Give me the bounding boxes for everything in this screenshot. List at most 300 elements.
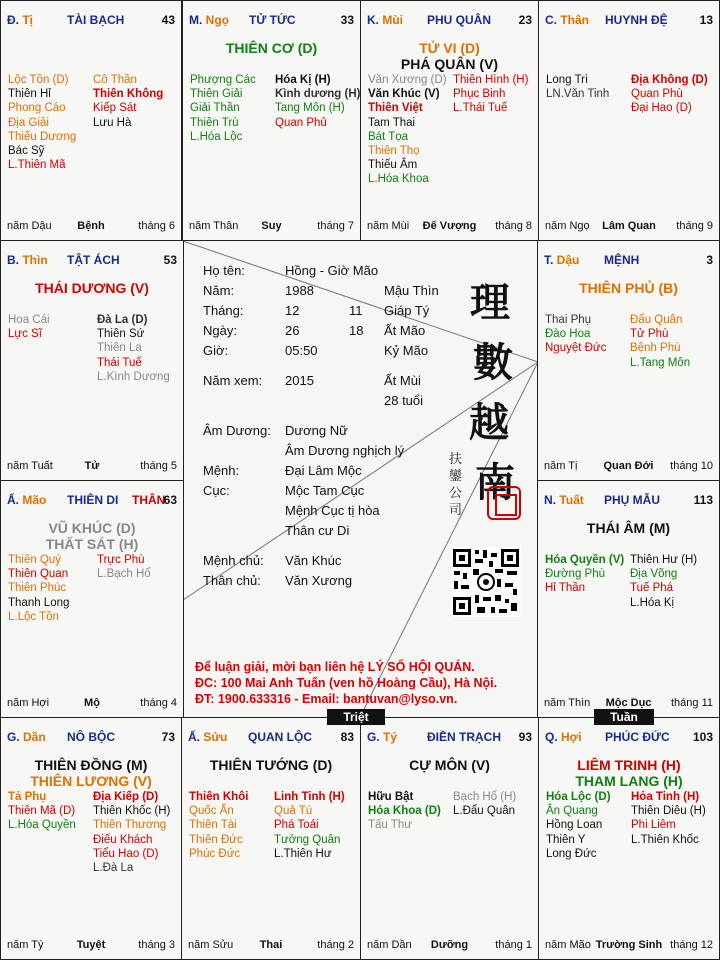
branch-name: Sửu <box>203 730 228 744</box>
minor-star: Thiếu Âm <box>368 159 418 172</box>
info-value: 2015 <box>285 373 314 388</box>
palace-hoi[interactable] <box>538 717 720 960</box>
minor-star: Thiên Khốc (H) <box>93 805 171 818</box>
branch-stem: T. <box>544 253 557 267</box>
palace-decade-number: 63 <box>163 493 177 507</box>
major-star: THIÊN ĐỒNG (M) <box>34 757 148 773</box>
minor-stars-right <box>630 313 690 370</box>
palace-life-stage: Tuyệt <box>76 939 106 951</box>
palace-footer <box>7 460 177 474</box>
palace-life-stage: Thai <box>259 939 283 951</box>
contact-info <box>195 659 540 707</box>
palace-house-name: THIÊN DI <box>67 493 119 507</box>
minor-star: Đại Hao (D) <box>631 102 692 115</box>
minor-star: Thiên Không <box>93 88 164 101</box>
minor-star: Ân Quang <box>546 805 598 818</box>
branch-name: Thìn <box>22 253 48 267</box>
minor-star: L.Hóa Quyền <box>8 819 76 832</box>
major-star: VŨ KHÚC (D) <box>48 520 136 536</box>
minor-star: Quan Phù <box>631 88 683 101</box>
palace-branch <box>545 13 589 27</box>
minor-stars-left <box>545 553 624 596</box>
palace-month: tháng 4 <box>140 697 177 709</box>
palace-year: năm Tị <box>544 460 578 472</box>
palace-month: tháng 9 <box>676 220 713 232</box>
palace-header <box>367 13 532 29</box>
minor-star: Nguyệt Đức <box>545 342 607 355</box>
phone-email-line[interactable]: ĐT: 1900.633316 - Email: bantuvan@lyso.vn. <box>195 692 458 706</box>
minor-star: Lực Sĩ <box>8 328 42 341</box>
minor-star: L.Thiên Mã <box>8 159 66 172</box>
minor-star: Long Trì <box>546 74 589 86</box>
palace-decade-number: 83 <box>340 730 354 744</box>
palace-decade-number: 103 <box>692 730 713 744</box>
palace-life-stage: Mộ <box>84 697 100 709</box>
info-can-chi: Mậu Thìn <box>384 283 439 298</box>
palace-month: tháng 11 <box>670 697 713 709</box>
branch-name: Mão <box>22 493 47 507</box>
branch-name: Hợi <box>561 730 582 744</box>
minor-star: Kiếp Sát <box>93 102 137 115</box>
address-line: ĐC: 100 Mai Anh Tuấn (ven hồ Hoàng Cầu), Hà Nội. <box>195 676 498 690</box>
palace-year: năm Thân <box>189 220 239 232</box>
palace-header <box>367 730 532 746</box>
palace-ngo[interactable] <box>182 0 361 241</box>
minor-stars-left <box>189 790 248 861</box>
minor-star: Hỏa Tinh (H) <box>631 791 700 803</box>
minor-stars-right <box>631 73 708 116</box>
minor-star: Thiên La <box>97 342 142 355</box>
major-star: CỰ MÔN (V) <box>409 757 490 773</box>
minor-star: Bạch Hổ (H) <box>453 791 517 803</box>
palace-mui[interactable] <box>360 0 539 241</box>
info-value: Hồng - Giờ Mão <box>285 263 379 278</box>
branch-name: Thân <box>560 13 590 27</box>
palace-house-name: HUYNH ĐỆ <box>605 13 668 27</box>
palace-branch <box>367 13 403 27</box>
info-label: Ngày: <box>203 323 237 338</box>
major-star: THẤT SÁT (H) <box>45 536 139 552</box>
am-duong-note: Âm Dương nghịch lý <box>285 443 405 458</box>
info-value: 26 <box>285 323 300 338</box>
minor-star: Thiếu Dương <box>8 130 77 143</box>
minor-star: Quốc Ấn <box>189 805 234 818</box>
minor-star: Thiên Hỉ <box>8 88 51 101</box>
minor-star: L.Tang Môn <box>630 356 691 369</box>
branch-stem: Ấ. <box>188 730 204 744</box>
minor-star: Thiên Giải <box>190 88 243 101</box>
palace-house-name: TÀI BẠCH <box>67 13 125 27</box>
minor-star: Hóa Kị (H) <box>275 74 331 86</box>
palace-year: năm Tuất <box>7 460 53 472</box>
palace-year: năm Ngọ <box>545 220 590 232</box>
minor-star: Thiên Quan <box>8 568 69 581</box>
palace-footer <box>7 939 175 953</box>
minor-stars-right <box>630 553 697 610</box>
branch-stem: K. <box>367 13 383 27</box>
branch-name: Tị <box>22 13 34 27</box>
minor-stars-left <box>190 73 256 144</box>
palace-month: tháng 2 <box>317 939 354 951</box>
palace-month: tháng 5 <box>140 460 177 472</box>
info-label: Họ tên: <box>203 263 245 278</box>
palace-footer <box>367 220 532 234</box>
minor-stars-left <box>368 790 441 833</box>
minor-star: Phá Toái <box>274 819 319 832</box>
branch-name: Ngọ <box>205 13 229 27</box>
palace-month: tháng 3 <box>138 939 175 951</box>
minor-star: Bệnh Phù <box>630 342 681 355</box>
minor-star: Văn Xương (D) <box>368 74 447 86</box>
minor-star: Địa Giải <box>8 116 49 129</box>
minor-stars-right <box>97 313 170 384</box>
palace-header <box>7 730 175 746</box>
palace-life-stage: Suy <box>261 220 282 232</box>
palace-branch <box>7 13 33 27</box>
palace-house-name: TỬ TỨC <box>249 13 296 27</box>
minor-stars-right <box>97 553 151 581</box>
palace-house-name: PHỤ MẪU <box>604 493 660 507</box>
minor-stars-right <box>93 790 170 875</box>
palace-month: tháng 8 <box>495 220 532 232</box>
minor-star: Thai Phụ <box>545 314 592 326</box>
palace-branch <box>189 13 229 27</box>
branch-stem: Đ. <box>7 13 23 27</box>
minor-star: Cô Thần <box>93 74 137 86</box>
palace-year: năm Hợi <box>7 697 50 709</box>
minor-star: Thiên Mã (D) <box>8 805 76 818</box>
minor-star: L.Kình Dương <box>97 370 170 383</box>
minor-star: L.Đẩu Quân <box>453 805 516 818</box>
calligraphy-char: 南 <box>475 459 515 506</box>
palace-branch <box>188 730 227 744</box>
minor-star: Tướng Quân <box>274 833 341 846</box>
branch-stem: Ấ. <box>7 493 23 507</box>
minor-star: Đào Hoa <box>545 328 591 341</box>
palace-decade-number: 13 <box>699 13 713 27</box>
minor-star: Tử Phù <box>630 328 669 341</box>
minor-stars-left <box>8 73 76 172</box>
palace-decade-number: 43 <box>161 13 175 27</box>
branch-stem: Q. <box>545 730 562 744</box>
minor-star: Hồng Loan <box>546 819 603 832</box>
palace-mao[interactable] <box>0 480 184 718</box>
major-star: THIÊN PHỦ (B) <box>579 280 678 296</box>
minor-star: L.Hóa Lộc <box>190 130 243 143</box>
minor-star: Thiên Thương <box>93 819 167 832</box>
palace-decade-number: 113 <box>693 493 713 507</box>
palace-footer <box>545 939 713 953</box>
palace-life-stage: Tử <box>84 460 100 472</box>
palace-decade-number: 73 <box>161 730 175 744</box>
palace-month: tháng 1 <box>495 939 532 951</box>
info-label: Năm xem: <box>203 373 263 388</box>
minor-star: L.Đà La <box>93 862 134 875</box>
minor-star: Thiên Phúc <box>8 582 67 595</box>
palace-house-name: MỆNH <box>604 253 640 267</box>
palace-year: năm Thìn <box>544 697 591 709</box>
minor-star: Thiên Quý <box>8 554 62 566</box>
palace-footer <box>7 697 177 711</box>
minor-stars-left <box>546 73 609 101</box>
major-star: THÁI DƯƠNG (V) <box>35 280 149 296</box>
info-value: 1988 <box>285 283 314 298</box>
palace-branch <box>7 253 48 267</box>
minor-star: Đường Phù <box>545 568 605 581</box>
major-star: TỬ VI (D) <box>419 40 480 56</box>
tuan-marker: Tuần <box>594 709 654 725</box>
minor-star: Phúc Đức <box>189 847 241 860</box>
branch-name: Tuất <box>559 493 584 507</box>
triet-marker: Triệt <box>327 709 385 725</box>
minor-star: Bát Tọa <box>368 130 409 143</box>
than-chu-label: Thân chủ: <box>203 573 261 588</box>
palace-house-name: PHU QUÂN <box>427 13 492 27</box>
minor-star: Thiên Diêu (H) <box>631 805 706 818</box>
minor-star: Hữu Bật <box>368 791 414 803</box>
minor-stars-left <box>545 313 606 356</box>
palace-footer <box>188 939 354 953</box>
seal-char: 公 <box>449 486 463 501</box>
palace-year: năm Sửu <box>188 939 234 951</box>
minor-star: Đà La (D) <box>97 314 148 326</box>
minor-star: Hoa Cái <box>8 314 50 326</box>
minor-star: L.Lộc Tồn <box>8 610 59 623</box>
minor-star: Phượng Các <box>190 74 256 86</box>
minor-star: Địa Võng <box>630 568 678 581</box>
minor-star: Đẩu Quân <box>630 314 683 326</box>
minor-star: Tả Phụ <box>8 791 47 803</box>
minor-stars-left <box>8 790 76 833</box>
palace-year: năm Tý <box>7 939 44 951</box>
minor-star: LN.Văn Tinh <box>546 88 610 101</box>
minor-star: Văn Khúc (V) <box>368 88 440 101</box>
branch-name: Mùi <box>382 13 404 27</box>
minor-star: Tuế Phá <box>630 582 674 595</box>
info-label: Năm: <box>203 283 235 298</box>
minor-star: Tang Môn (H) <box>275 102 345 115</box>
palace-header <box>7 493 177 509</box>
major-star: THIÊN LƯƠNG (V) <box>30 773 152 789</box>
palace-life-stage: Mộc Dục <box>605 697 652 709</box>
palace-branch <box>7 730 46 744</box>
info-value-lunar: 11 <box>349 303 363 318</box>
minor-stars-right <box>275 73 360 130</box>
minor-stars-right <box>453 790 516 818</box>
minor-stars-right <box>93 73 163 130</box>
minor-star: Hóa Quyền (V) <box>545 554 625 566</box>
palace-decade-number: 93 <box>518 730 532 744</box>
palace-than[interactable] <box>538 0 720 241</box>
minor-star: Thiên Trù <box>190 116 239 129</box>
minor-star: Thanh Long <box>8 596 70 609</box>
palace-life-stage: Dưỡng <box>430 939 469 951</box>
palace-house-name: PHÚC ĐỨC <box>605 730 670 744</box>
minor-star: L.Bạch Hổ <box>97 568 151 581</box>
minor-star: Địa Kiếp (D) <box>93 791 159 803</box>
menh-label: Mệnh: <box>203 463 240 478</box>
minor-star: Phong Cáo <box>8 102 66 115</box>
minor-star: Hóa Lộc (D) <box>546 791 611 803</box>
info-can-chi: 28 tuổi <box>384 393 424 408</box>
minor-star: Thiên Hư (H) <box>630 554 698 566</box>
minor-star: Phi Liêm <box>631 819 676 832</box>
palace-footer <box>544 460 713 474</box>
palace-tuat[interactable] <box>537 480 720 718</box>
palace-month: tháng 7 <box>317 220 354 232</box>
minor-stars-left <box>8 313 50 341</box>
branch-stem: N. <box>544 493 560 507</box>
palace-decade-number: 33 <box>340 13 354 27</box>
palace-house-name: NÔ BỘC <box>67 730 115 744</box>
info-label: Giờ: <box>203 343 229 358</box>
palace-header <box>544 493 713 509</box>
info-value-lunar: 18 <box>349 323 364 338</box>
minor-star: Thiên Y <box>546 833 586 846</box>
palace-header <box>544 253 713 269</box>
palace-thin[interactable] <box>0 240 184 481</box>
palace-header <box>7 13 175 29</box>
contact-line: Để luận giải, mời bạn liên hệ LÝ SỐ HỘI QUÁN. <box>195 660 475 674</box>
minor-star: Thiên Sứ <box>97 328 145 341</box>
minor-star: Lộc Tồn (D) <box>8 74 69 86</box>
minor-star: Tiểu Hao (D) <box>93 847 159 860</box>
minor-star: Tấu Thư <box>368 819 412 832</box>
minor-star: Lưu Hà <box>93 116 132 129</box>
minor-stars-left <box>368 73 447 187</box>
palace-footer <box>189 220 354 234</box>
minor-stars-left <box>546 790 611 861</box>
menh-chu-label: Mệnh chủ: <box>203 553 264 568</box>
major-star: PHÁ QUÂN (V) <box>400 56 499 72</box>
minor-star: Quan Phủ <box>275 116 327 129</box>
info-can-chi: Ất Mùi <box>384 373 421 388</box>
than-chu-value: Văn Xương <box>285 573 353 588</box>
palace-year: năm Mão <box>545 939 591 951</box>
info-label: Tháng: <box>203 303 244 318</box>
palace-branch <box>544 493 584 507</box>
minor-star: L.Hóa Kị <box>630 596 675 609</box>
major-star: THIÊN TƯỚNG (D) <box>209 757 333 773</box>
palace-header <box>545 730 713 746</box>
minor-star: L.Hóa Khoa <box>368 173 429 186</box>
branch-name: Tý <box>383 730 398 744</box>
palace-life-stage: Trường Sinh <box>595 939 663 951</box>
minor-star: L.Thái Tuế <box>453 102 508 115</box>
minor-star: Điếu Khách <box>93 833 153 846</box>
minor-star: Bác Sỹ <box>8 145 45 158</box>
palace-life-stage: Đế Vượng <box>422 220 477 232</box>
cuc-value: Mộc Tam Cục <box>285 483 365 498</box>
palace-month: tháng 12 <box>670 939 713 951</box>
palace-year: năm Dần <box>367 939 412 951</box>
minor-star: Long Đức <box>546 847 597 860</box>
palace-branch <box>544 253 579 267</box>
branch-name: Dần <box>23 730 46 744</box>
seal-char: 司 <box>449 503 463 518</box>
minor-star: Giải Thần <box>190 102 240 115</box>
palace-branch <box>545 730 582 744</box>
palace-life-stage: Quan Đới <box>603 460 654 472</box>
qr-code-icon[interactable] <box>451 547 521 617</box>
info-can-chi: Ất Mão <box>384 323 426 338</box>
minor-star: Thiên Thọ <box>368 145 420 158</box>
palace-life-stage: Bệnh <box>77 220 105 232</box>
palace-branch <box>7 493 46 507</box>
minor-stars-right <box>453 73 528 116</box>
palace-house-name: TẬT ÁCH <box>67 253 120 267</box>
minor-star: Địa Không (D) <box>631 74 708 86</box>
calligraphy-char: 理 <box>470 279 510 326</box>
minor-stars-left <box>8 553 69 624</box>
minor-star: Tam Thai <box>368 116 416 129</box>
palace-header <box>188 730 354 746</box>
than-marker: THÂN <box>132 493 166 507</box>
palace-header <box>189 13 354 29</box>
branch-stem: M. <box>189 13 206 27</box>
minor-stars-right <box>631 790 706 847</box>
palace-header <box>545 13 713 29</box>
branch-name: Dậu <box>556 253 580 267</box>
minor-star: Trực Phù <box>97 554 145 566</box>
menh-chu-value: Văn Khúc <box>285 553 342 568</box>
palace-house-name: QUAN LỘC <box>248 730 312 744</box>
branch-stem: G. <box>367 730 384 744</box>
palace-ti[interactable] <box>0 0 182 241</box>
palace-header <box>7 253 177 269</box>
palace-dau[interactable] <box>537 240 720 481</box>
info-value: 05:50 <box>285 343 318 358</box>
minor-star: Thái Tuế <box>97 356 142 369</box>
branch-stem: G. <box>7 730 24 744</box>
menh-value: Đại Lâm Mộc <box>285 463 362 478</box>
seal-char: 鑾 <box>449 469 463 484</box>
info-can-chi: Kỷ Mão <box>384 343 429 358</box>
minor-star: Hóa Khoa (D) <box>368 805 441 818</box>
major-star: THÁI ÂM (M) <box>586 520 671 536</box>
minor-star: Thiên Tài <box>189 819 237 832</box>
palace-life-stage: Lâm Quan <box>602 220 656 232</box>
minor-star: Thiên Việt <box>368 102 423 115</box>
palace-month: tháng 10 <box>670 460 713 472</box>
palace-month: tháng 6 <box>138 220 175 232</box>
palace-year: năm Mùi <box>367 220 410 232</box>
info-can-chi: Giáp Tý <box>384 303 430 318</box>
palace-decade-number: 23 <box>518 13 532 27</box>
seal-char: 扶 <box>449 452 463 467</box>
major-star: THAM LANG (H) <box>575 773 683 789</box>
minor-stars-right <box>274 790 345 861</box>
than-cu-note: Thân cư Di <box>285 523 350 538</box>
palace-footer <box>367 939 532 953</box>
palace-suu[interactable] <box>181 717 361 960</box>
palace-dan[interactable] <box>0 717 182 960</box>
branch-stem: B. <box>7 253 23 267</box>
calligraphy-char: 越 <box>469 399 509 446</box>
branch-stem: C. <box>545 13 561 27</box>
palace-decade-number: 3 <box>706 253 713 267</box>
palace-house-name: ĐIỀN TRẠCH <box>427 730 501 744</box>
palace-year: năm Dậu <box>7 220 52 232</box>
minor-star: Thiên Hình (H) <box>453 74 529 86</box>
major-star: LIÊM TRINH (H) <box>577 757 681 773</box>
cuc-note: Mệnh Cục tị hòa <box>285 503 380 518</box>
palace-ty[interactable] <box>360 717 539 960</box>
am-duong-value: Dương Nữ <box>285 423 348 438</box>
minor-star: Kình dương (H) <box>275 88 361 101</box>
minor-star: Thiên Đức <box>189 833 243 846</box>
minor-star: Linh Tinh (H) <box>274 791 345 803</box>
